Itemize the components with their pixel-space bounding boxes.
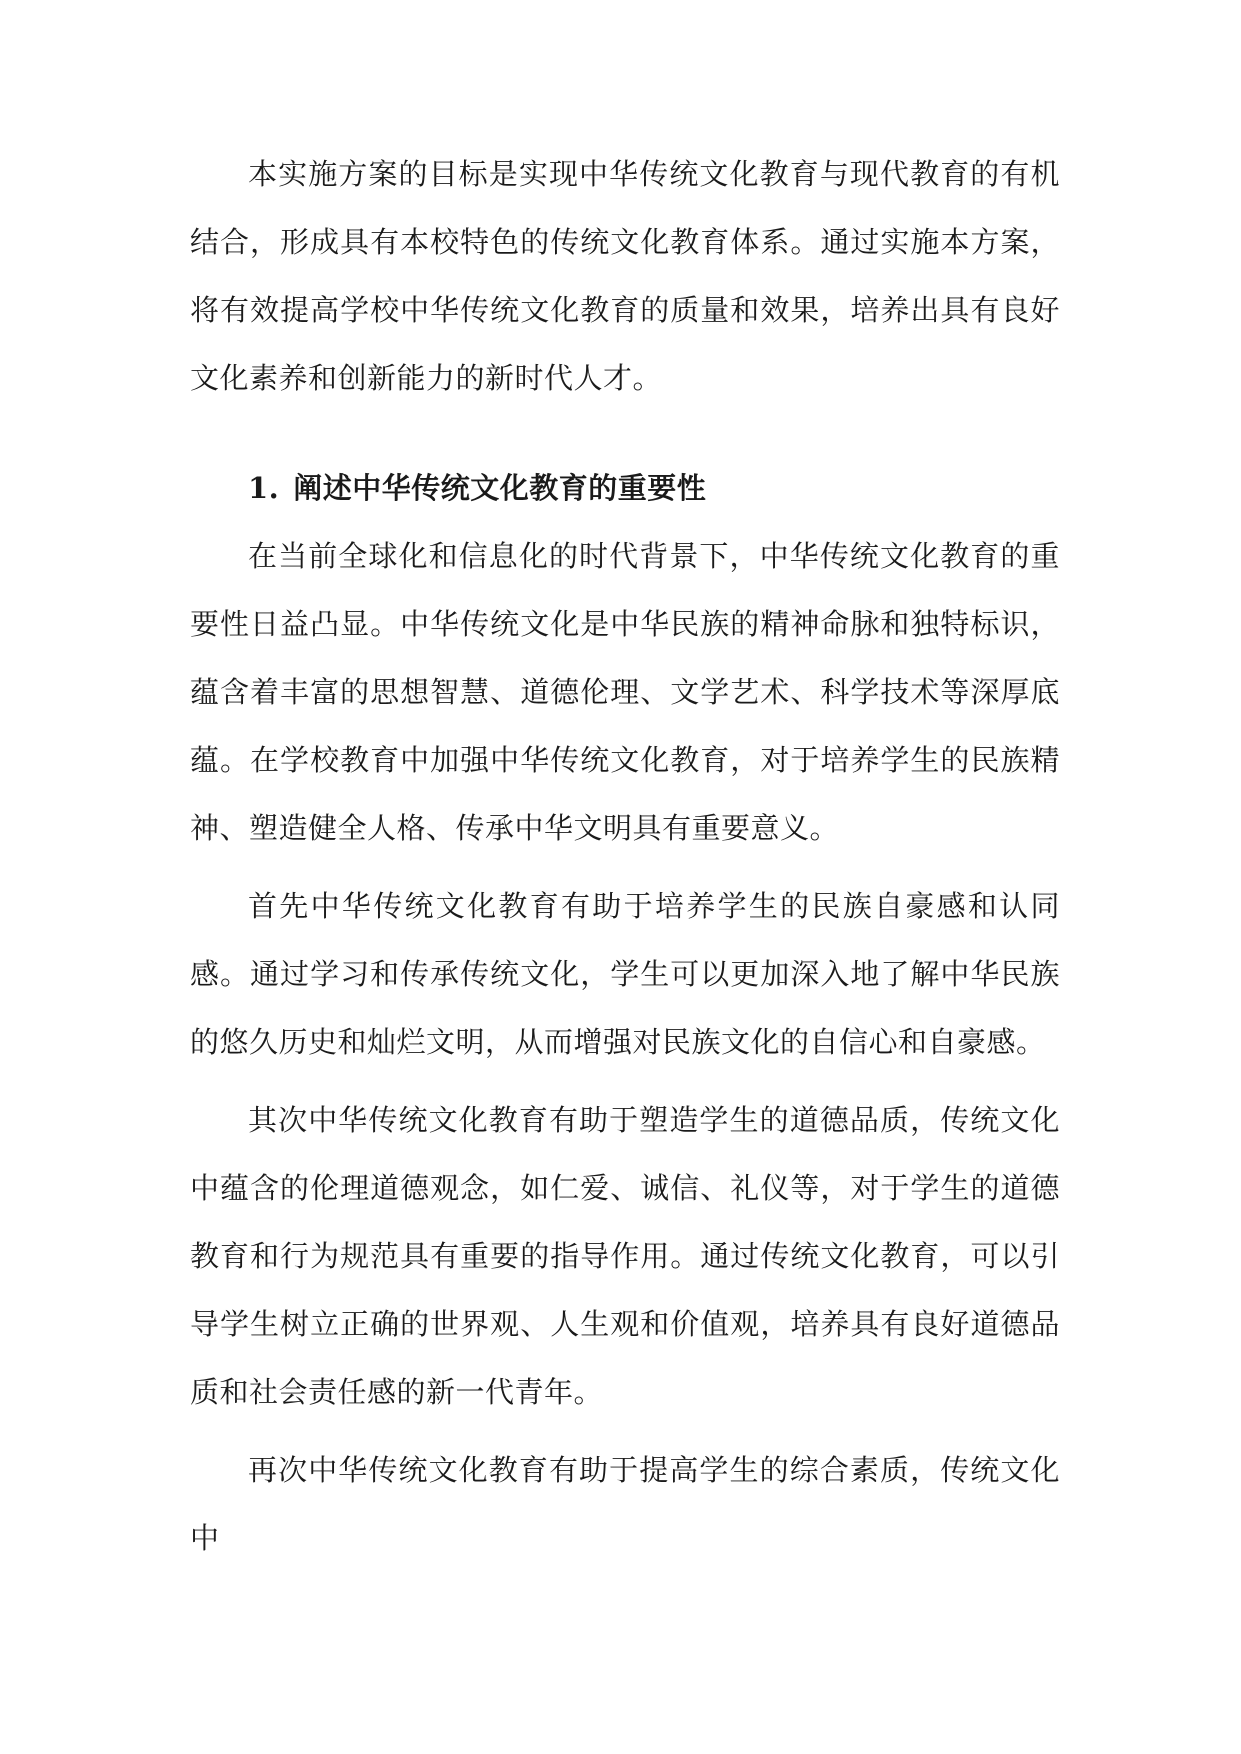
document-body xyxy=(190,140,1060,1572)
section-title: 阐述中华传统文化教育的重要性 xyxy=(293,471,707,505)
body-paragraph-2: 首先中华传统文化教育有助于培养学生的民族自豪感和认同感。通过学习和传承传统文化，学生可以更加深入地了解中华民族的悠久历史和灿烂文明，从而增强对民族文化的自信心和自豪感。 xyxy=(190,889,1060,1059)
section-number: 1. xyxy=(248,471,280,505)
body-paragraph-4: 再次中华传统文化教育有助于提高学生的综合素质，传统文化中 xyxy=(190,1453,1060,1555)
intro-paragraph: 本实施方案的目标是实现中华传统文化教育与现代教育的有机结合，形成具有本校特色的传统文化教育体系。通过实施本方案，将有效提高学校中华传统文化教育的质量和效果，培养出具有良好文化素养和创新能力的新时代人才。 xyxy=(190,157,1060,395)
body-paragraph-1: 在当前全球化和信息化的时代背景下，中华传统文化教育的重要性日益凸显。中华传统文化是中华民族的精神命脉和独特标识，蕴含着丰富的思想智慧、道德伦理、文学艺术、科学技术等深厚底蕴。在学校教育中加强中华传统文化教育，对于培养学生的民族精神、塑造健全人格、传承中华文明具有重要意义。 xyxy=(190,539,1060,845)
body-paragraph-3: 其次中华传统文化教育有助于塑造学生的道德品质，传统文化中蕴含的伦理道德观念，如仁爱、诚信、礼仪等，对于学生的道德教育和行为规范具有重要的指导作用。通过传统文化教育，可以引导学生树立正确的世界观、人生观和价值观，培养具有良好道德品质和社会责任感的新一代青年。 xyxy=(190,1103,1060,1409)
section-heading xyxy=(190,454,1060,522)
